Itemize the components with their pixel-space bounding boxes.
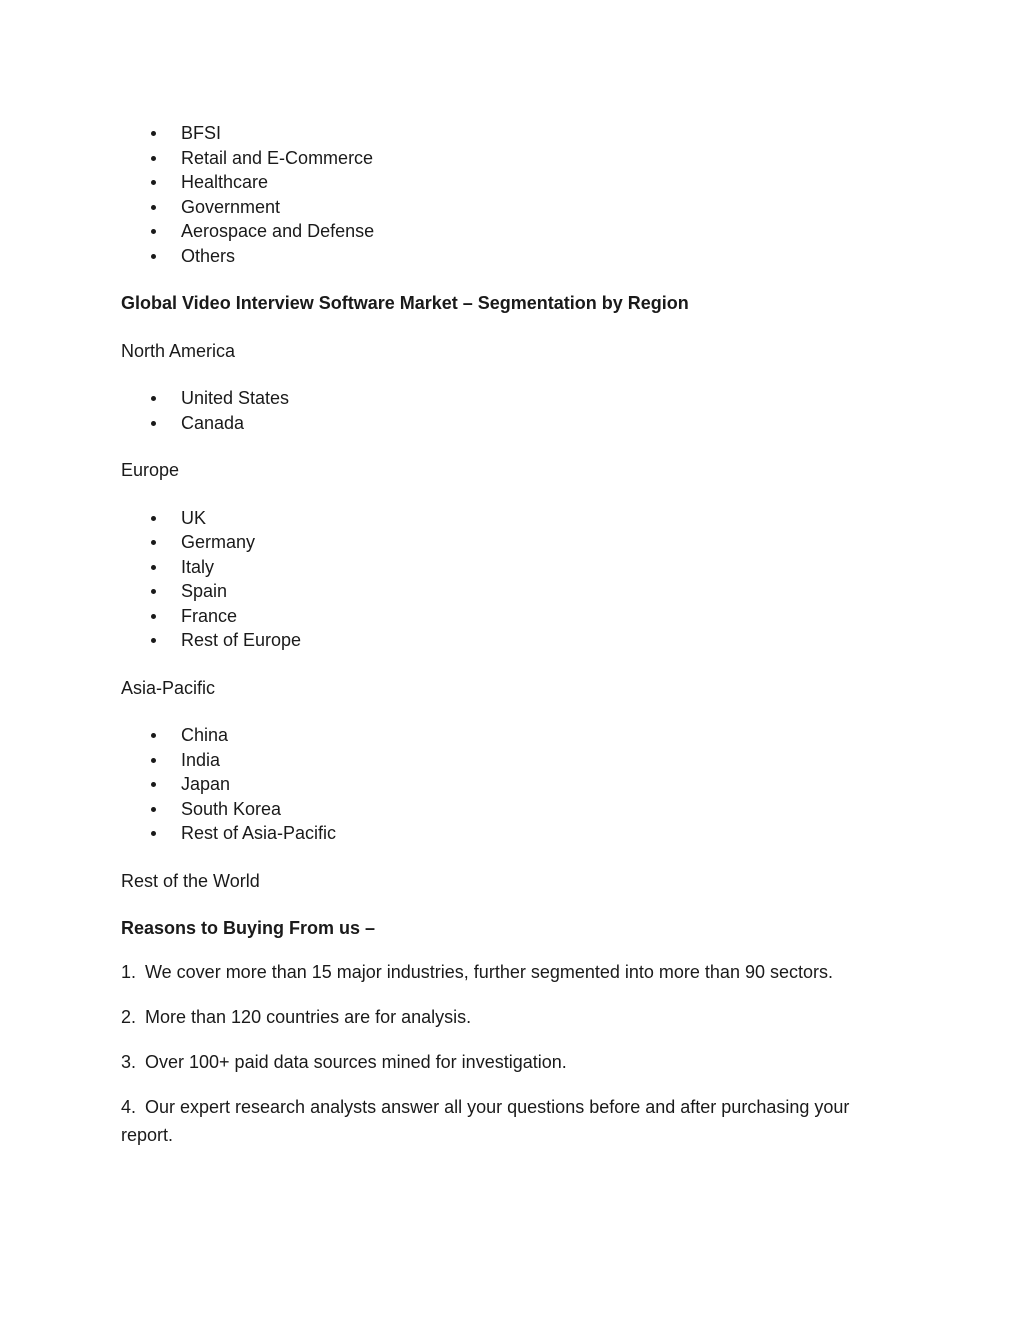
bullet-icon [151,180,156,185]
bullet-icon [151,205,156,210]
bullet-icon [151,782,156,787]
bullet-icon [151,614,156,619]
list-item: Rest of Asia-Pacific [121,821,901,846]
list-item: Aerospace and Defense [121,219,901,244]
list-item: Rest of Europe [121,628,901,653]
reason-item: 2. More than 120 countries are for analysis. [121,1006,472,1027]
list-item: Canada [121,411,901,436]
page-content [121,121,901,1149]
list-item: Japan [121,772,901,797]
region-heading: Global Video Interview Software Market – Segmentation by Region [121,293,689,313]
industry-list [121,121,901,268]
list-item: Retail and E-Commerce [121,146,901,171]
reason-item: 4. Our expert research analysts answer all your questions before and after purchasing your report. [121,1096,850,1145]
bullet-icon [151,156,156,161]
asia-pacific-list [121,723,901,846]
region-label-asia-pacific: Asia-Pacific [121,677,216,698]
list-item: Germany [121,530,901,555]
bullet-icon [151,516,156,521]
list-item: India [121,748,901,773]
region-label-europe: Europe [121,460,180,480]
europe-list [121,506,901,653]
bullet-icon [151,807,156,812]
bullet-icon [151,565,156,570]
bullet-icon [151,733,156,738]
bullet-icon [151,254,156,259]
region-label-north-america: North America [121,340,236,361]
bullet-icon [151,831,156,836]
reasons-heading: Reasons to Buying From us – [121,918,376,938]
list-item: South Korea [121,797,901,822]
bullet-icon [151,229,156,234]
list-item: Healthcare [121,170,901,195]
list-item: France [121,604,901,629]
list-item: United States [121,386,901,411]
list-item: Government [121,195,901,220]
list-item: Italy [121,555,901,580]
bullet-icon [151,589,156,594]
bullet-icon [151,421,156,426]
bullet-icon [151,131,156,136]
north-america-list [121,386,901,435]
list-item: Spain [121,579,901,604]
bullet-icon [151,758,156,763]
list-item: Others [121,244,901,269]
list-item: China [121,723,901,748]
bullet-icon [151,638,156,643]
reason-item: 3. Over 100+ paid data sources mined for investigation. [121,1051,567,1072]
bullet-icon [151,396,156,401]
list-item: UK [121,506,901,531]
bullet-icon [151,540,156,545]
list-item: BFSI [121,121,901,146]
region-label-rest-of-world: Rest of the World [121,870,260,891]
reason-item: 1. We cover more than 15 major industries, further segmented into more than 90 sectors. [121,961,833,982]
